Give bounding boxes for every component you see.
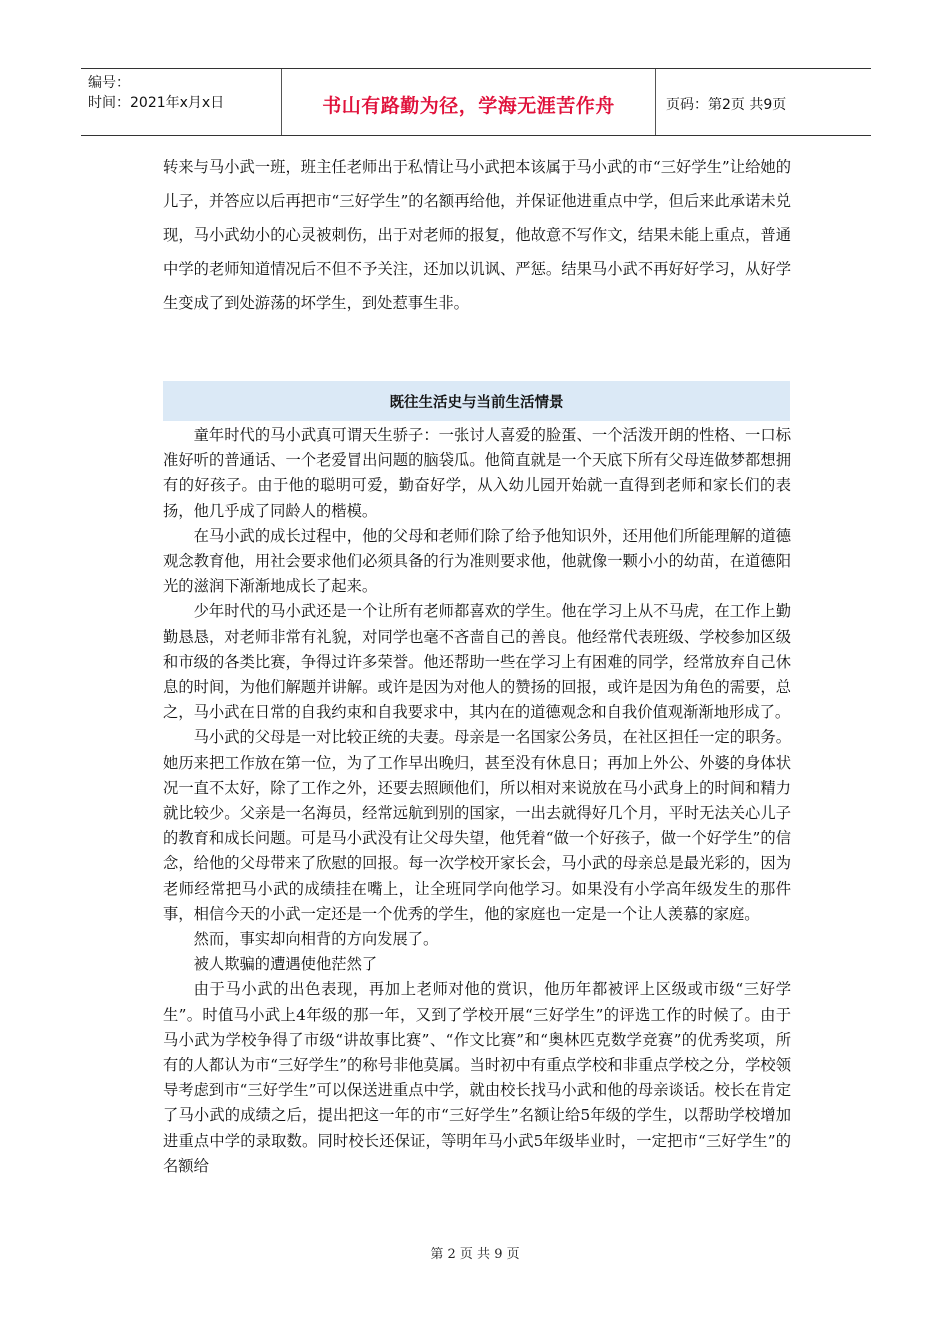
body-text — [163, 423, 791, 1179]
paragraph: 童年时代的马小武真可谓天生骄子：一张讨人喜爱的脸蛋、一个活泼开朗的性格、一口标准好听的普通话、一个老爱冒出问题的脑袋瓜。他简直就是一个天底下所有父母连做梦都想拥有的好孩子。由于他的聪明可爱，勤奋好学，从入幼儿园开始就一直得到老师和家长们的表扬，他几乎成了同龄人的楷模。 — [163, 426, 791, 520]
document-time-label: 时间：2021年x月x日 — [88, 95, 225, 111]
header-motto: 书山有路勤为径，学海无涯苦作舟 — [282, 69, 656, 135]
header-meta — [81, 69, 282, 135]
subheading-paragraph: 被人欺骗的遭遇使他茫然了 — [193, 955, 378, 974]
intro-paragraph: 转来与马小武一班，班主任老师出于私情让马小武把本该属于马小武的市“三好学生”让给她的儿子，并答应以后再把市“三好学生”的名额再给他，并保证他进重点中学，但后来此承诺未兑现，马小武幼小的心灵被刺伤，出于对老师的报复，他故意不写作文，结果未能上重点，普通中学的老师知道情况后不但不予关注，还加以讥讽、严惩。结果马小武不再好好学习，从好学生变成了到处游荡的坏学生，到处惹事生非。 — [163, 158, 791, 312]
paragraph: 马小武的父母是一对比较正统的夫妻。母亲是一名国家公务员，在社区担任一定的职务。她历来把工作放在第一位，为了工作早出晚归，甚至没有休息日；再加上外公、外婆的身体状况一直不太好，除了工作之外，还要去照顾他们，所以相对来说放在马小武身上的时间和精力就比较少。父亲是一名海员，经常远航到别的国家，一出去就得好几个月，平时无法关心儿子的教育和成长问题。可是马小武没有让父母失望，他凭着“做一个好孩子，做一个好学生”的信念，给他的父母带来了欣慰的回报。每一次学校开家长会，马小武的母亲总是最光彩的，因为老师经常把马小武的成绩挂在嘴上，让全班同学向他学习。如果没有小学高年级发生的那件事，相信今天的小武一定还是一个优秀的学生，他的家庭也一定是一个让人羡慕的家庭。 — [163, 728, 791, 923]
paragraph: 少年时代的马小武还是一个让所有老师都喜欢的学生。他在学习上从不马虎，在工作上勤勤恳恳，对老师非常有礼貌，对同学也毫不吝啬自己的善良。他经常代表班级、学校参加区级和市级的各类比赛，争得过许多荣誉。他还帮助一些在学习上有困难的同学，经常放弃自己休息的时间，为他们解题并讲解。或许是因为对他人的赞扬的回报，或许是因为角色的需要，总之，马小武在日常的自我约束和自我要求中，其内在的道德观念和自我价值观渐渐地形成了。 — [163, 602, 791, 722]
paragraph: 由于马小武的出色表现，再加上老师对他的赏识，他历年都被评上区级或市级“三好学生”。时值马小武上4年级的那一年，又到了学校开展“三好学生”的评选工作的时候了。由于马小武为学校争得了市级“讲故事比赛”、“作文比赛”和“奥林匹克数学竞赛”的优秀奖项，所有的人都认为市“三好学生”的称号非他莫属。当时初中有重点学校和非重点学校之分，学校领导考虑到市“三好学生”可以保送进重点中学，就由校长找马小武和他的母亲谈话。校长在肯定了马小武的成绩之后，提出把这一年的市“三好学生”名额让给5年级的学生，以帮助学校增加进重点中学的录取数。同时校长还保证，等明年马小武5年级毕业时，一定把市“三好学生”的名额给 — [163, 980, 791, 1175]
page-footer: 第 2 页 共 9 页 — [430, 1247, 520, 1262]
page-header — [81, 68, 871, 136]
header-page-info: 页码：第2页 共9页 — [666, 97, 787, 113]
document-code-label: 编号： — [88, 75, 130, 91]
paragraph: 在马小武的成长过程中，他的父母和老师们除了给予他知识外，还用他们所能理解的道德观念教育他，用社会要求他们必须具备的行为准则要求他，他就像一颗小小的幼苗，在道德阳光的滋润下渐渐地成长了起来。 — [163, 526, 791, 596]
section-title: 既往生活史与当前生活情景 — [163, 381, 790, 421]
paragraph: 然而，事实却向相背的方向发展了。 — [193, 930, 439, 949]
